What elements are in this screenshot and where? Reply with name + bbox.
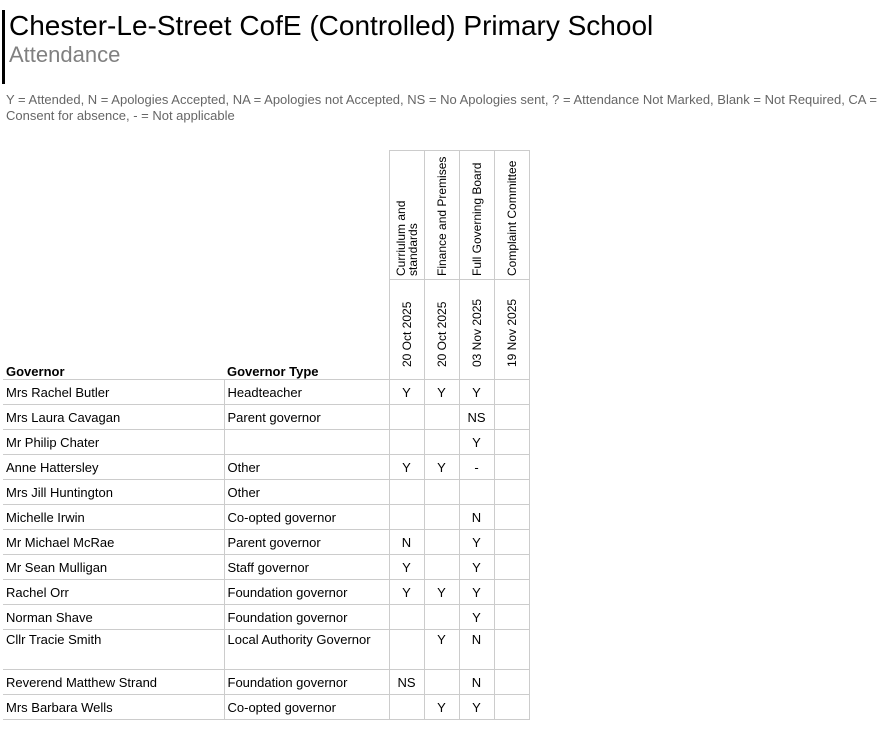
governor-type: Headteacher [224,380,389,405]
governor-name: Mrs Jill Huntington [3,480,224,505]
table-row [3,695,529,720]
attendance-mark [494,670,529,695]
meeting-title: Curriulum and standards [393,200,420,276]
attendance-mark [494,455,529,480]
attendance-mark: Y [424,380,459,405]
attendance-mark [424,670,459,695]
table-row [3,430,529,455]
attendance-mark: Y [424,580,459,605]
attendance-mark [494,580,529,605]
governor-type-header: Governor Type [227,364,319,379]
attendance-mark [389,430,424,455]
attendance-mark [494,695,529,720]
attendance-mark [494,405,529,430]
attendance-mark [459,480,494,505]
attendance-mark [494,480,529,505]
meeting-date-header [459,280,494,380]
table-row [3,580,529,605]
attendance-mark: Y [389,380,424,405]
table-row [3,380,529,405]
governor-name: Mrs Barbara Wells [3,695,224,720]
attendance-mark: Y [424,455,459,480]
governor-name: Reverend Matthew Strand [3,670,224,695]
table-row [3,670,529,695]
governor-type: Parent governor [224,405,389,430]
attendance-mark: Y [459,555,494,580]
meeting-date: 20 Oct 2025 [399,301,414,367]
governor-name: Mr Philip Chater [3,430,224,455]
table-row [3,530,529,555]
governor-name: Rachel Orr [3,580,224,605]
attendance-mark [494,430,529,455]
meeting-title-header [494,151,529,280]
table-row [3,480,529,505]
attendance-mark [389,405,424,430]
meeting-title-header [389,151,424,280]
attendance-mark: - [459,455,494,480]
school-name: Chester-Le-Street CofE (Controlled) Primary School [9,10,654,41]
attendance-mark [424,530,459,555]
governor-type: Foundation governor [224,670,389,695]
attendance-mark: Y [389,555,424,580]
table-row [3,505,529,530]
attendance-mark [424,480,459,505]
attendance-mark [424,430,459,455]
attendance-mark: Y [459,430,494,455]
table-row [3,605,529,630]
governor-name: Cllr Tracie Smith [3,630,224,670]
governor-type: Other [224,455,389,480]
meeting-date-header [424,280,459,380]
governor-name: Norman Shave [3,605,224,630]
governor-name: Anne Hattersley [3,455,224,480]
attendance-mark: N [389,530,424,555]
attendance-mark [424,555,459,580]
page-subtitle: Attendance [9,42,121,67]
table-row [3,555,529,580]
attendance-mark: Y [459,605,494,630]
table-row [3,405,529,430]
attendance-legend: Y = Attended, N = Apologies Accepted, NA = Apologies not Accepted, NS = No Apologies sent, ? = Attendance Not Marked, Blank = Not Required, CA = Consent for absence, - = Not applicable [6,92,877,123]
attendance-mark: NS [459,405,494,430]
attendance-mark [494,555,529,580]
governor-type [224,430,389,455]
governor-header: Governor [6,364,65,379]
governor-type: Local Authority Governor [224,630,389,670]
attendance-mark: Y [389,455,424,480]
meeting-title-row [3,151,529,280]
table-row [3,630,529,670]
attendance-mark [424,605,459,630]
attendance-mark [389,695,424,720]
attendance-mark: N [459,505,494,530]
meeting-title-header [424,151,459,280]
attendance-mark: Y [459,530,494,555]
governor-type: Co-opted governor [224,505,389,530]
governor-type: Other [224,480,389,505]
attendance-mark: Y [459,380,494,405]
governor-name: Mr Sean Mulligan [3,555,224,580]
attendance-mark: Y [389,580,424,605]
attendance-mark [494,530,529,555]
governor-name: Mrs Rachel Butler [3,380,224,405]
meeting-date: 19 Nov 2025 [504,298,519,367]
page-header [2,10,653,84]
attendance-mark [389,505,424,530]
governor-type: Foundation governor [224,580,389,605]
meeting-date-header [389,280,424,380]
attendance-mark: NS [389,670,424,695]
attendance-mark [494,505,529,530]
attendance-mark: Y [459,580,494,605]
attendance-mark [389,605,424,630]
governor-name: Mrs Laura Cavagan [3,405,224,430]
meeting-date: 20 Oct 2025 [434,301,449,367]
governor-name: Michelle Irwin [3,505,224,530]
governor-name: Mr Michael McRae [3,530,224,555]
attendance-table [3,150,530,720]
governor-type: Parent governor [224,530,389,555]
attendance-mark [389,630,424,670]
attendance-mark [389,480,424,505]
meeting-title: Full Governing Board [469,162,484,276]
meeting-title: Complaint Committee [504,160,519,276]
attendance-mark: N [459,630,494,670]
attendance-mark: Y [459,695,494,720]
table-row [3,455,529,480]
attendance-mark [494,380,529,405]
attendance-mark [494,605,529,630]
governor-type: Staff governor [224,555,389,580]
attendance-mark [494,630,529,670]
attendance-mark: N [459,670,494,695]
attendance-mark: Y [424,630,459,670]
meeting-title: Finance and Premises [434,156,449,276]
meeting-date: 03 Nov 2025 [469,298,484,367]
meeting-date-header [494,280,529,380]
attendance-mark [424,505,459,530]
governor-type: Co-opted governor [224,695,389,720]
governor-type: Foundation governor [224,605,389,630]
meeting-title-header [459,151,494,280]
attendance-mark [424,405,459,430]
attendance-mark: Y [424,695,459,720]
